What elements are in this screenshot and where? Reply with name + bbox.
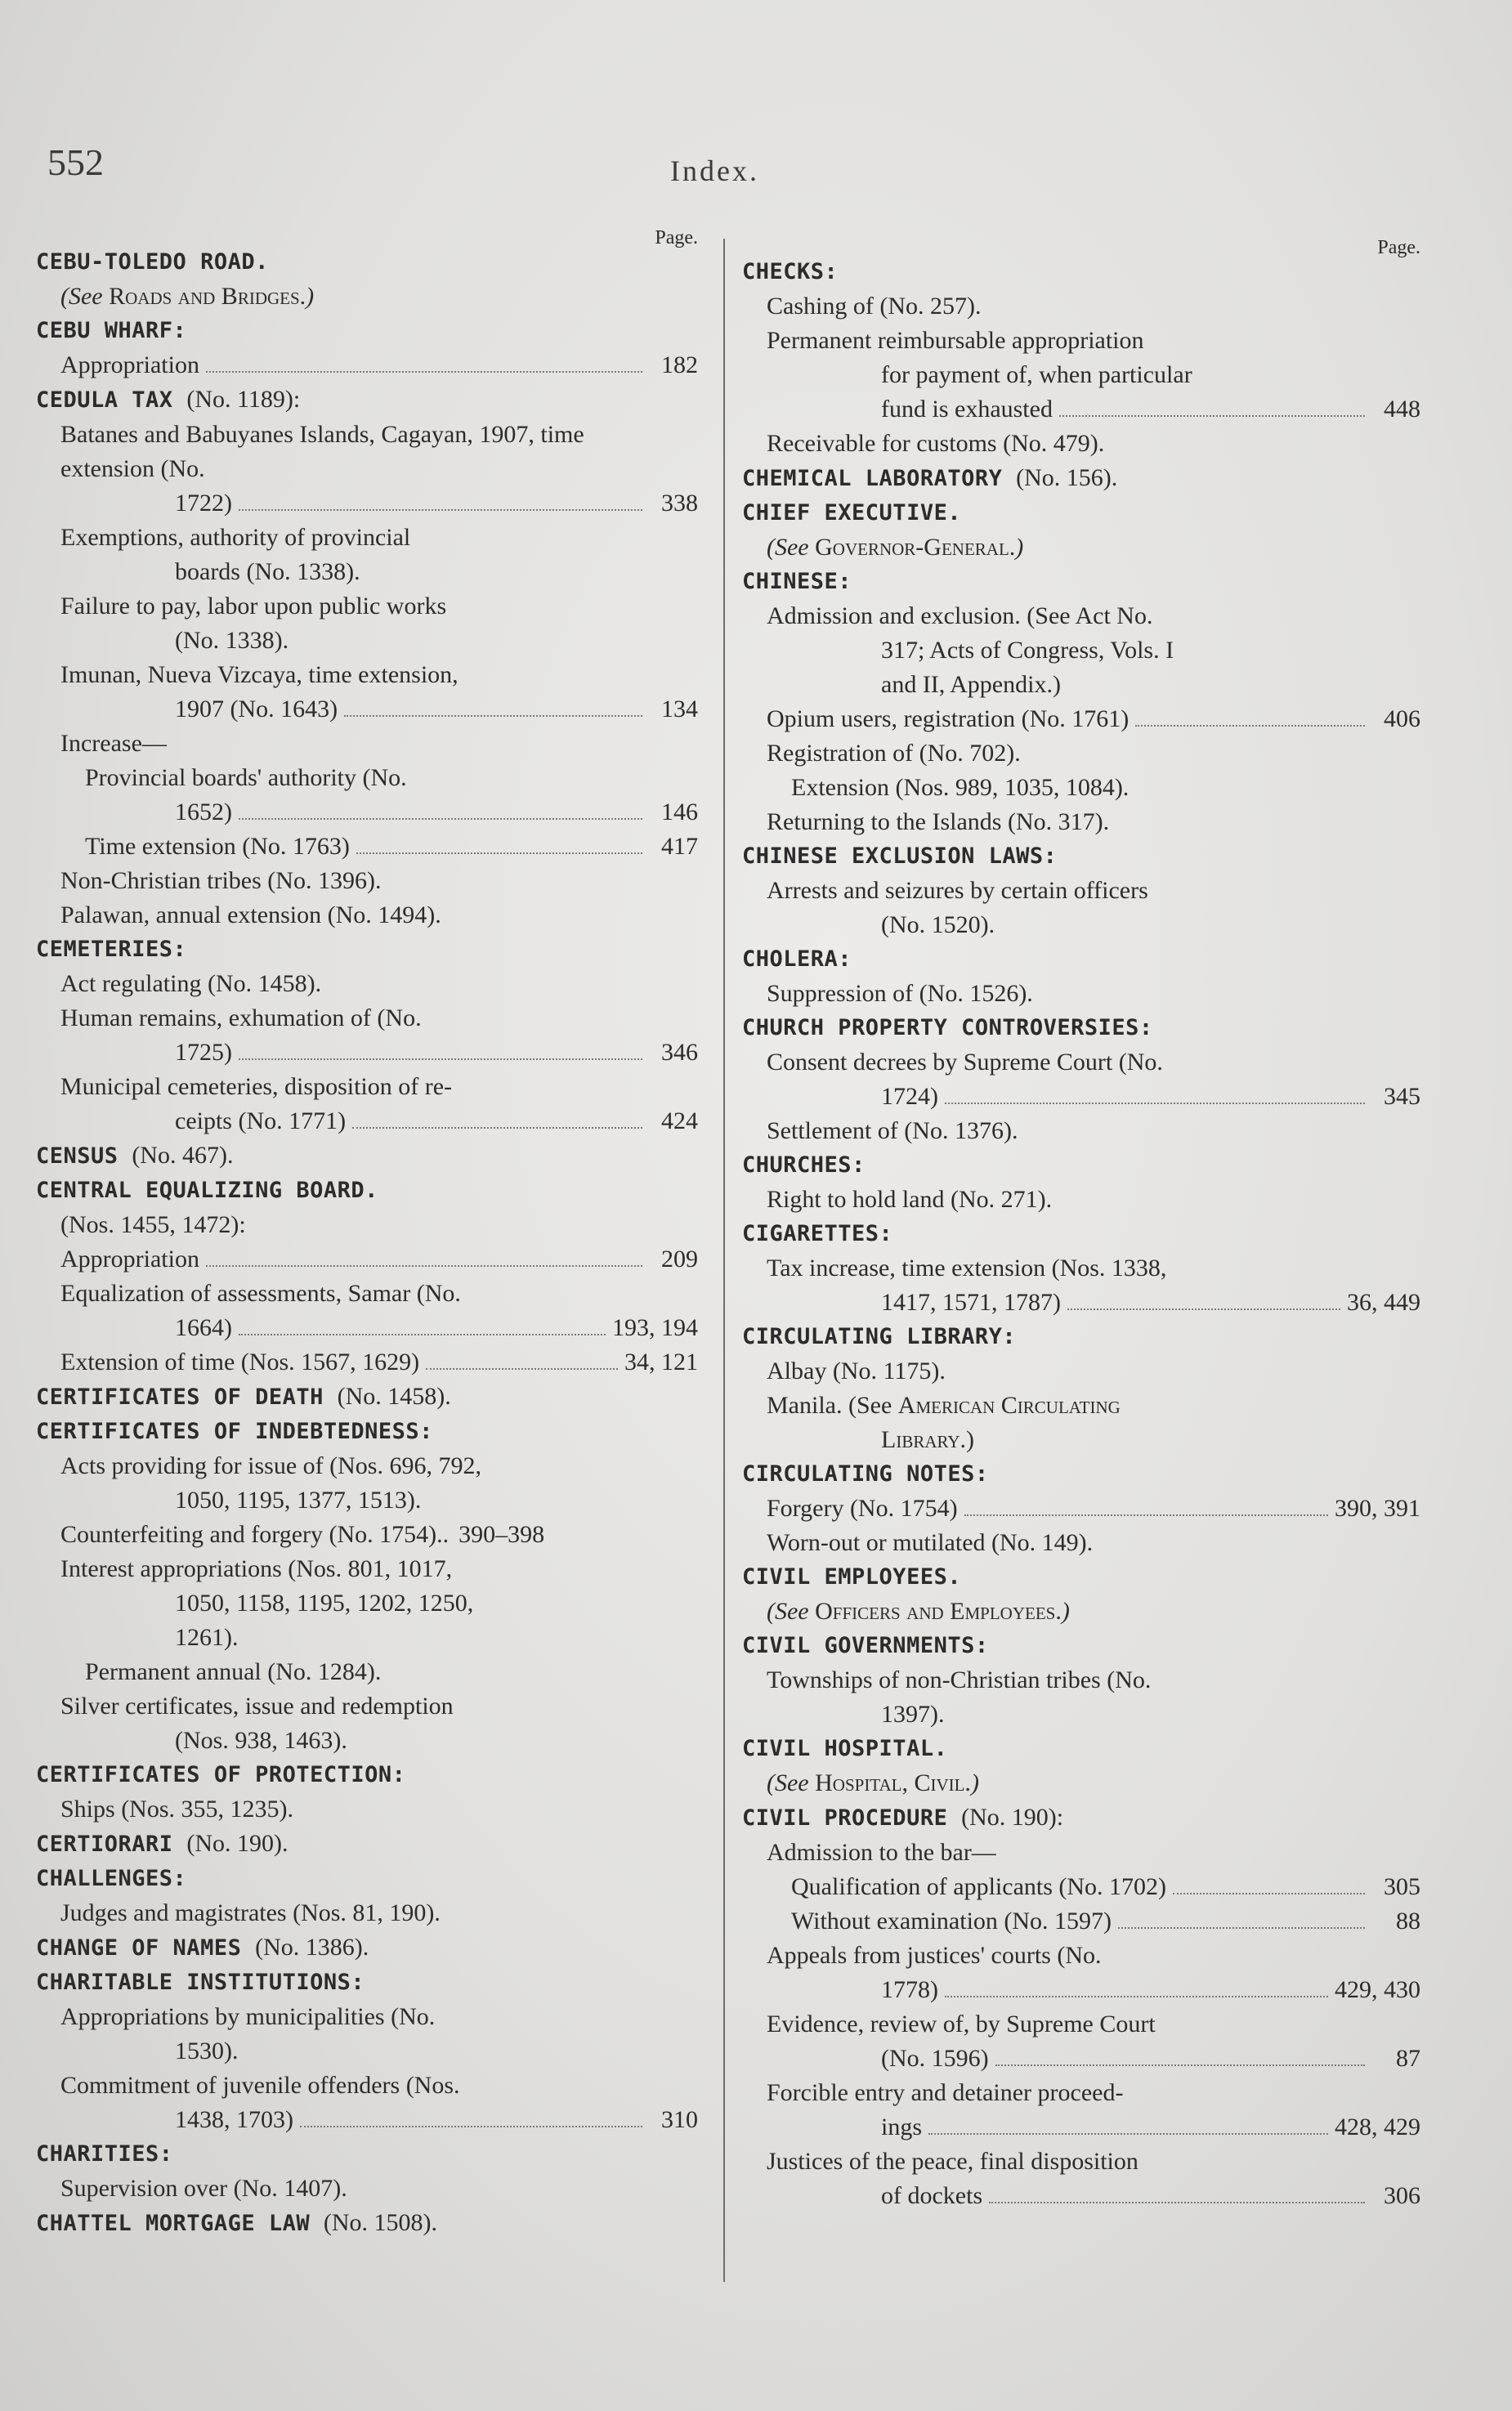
subentry: Settlement of (No. 1376).: [767, 1117, 1018, 1144]
see-reference: [742, 530, 1420, 565]
page-number: 552: [47, 141, 104, 183]
subentry-text: Appropriation: [60, 1246, 199, 1273]
index-entry-cebu-toledo-road: [36, 245, 698, 314]
index-entry-civil-hospital: [742, 1732, 1420, 1800]
index-entry-civil-employees: [742, 1560, 1420, 1629]
page-ref: 34, 121: [624, 1349, 698, 1375]
left-column: [36, 221, 698, 2241]
index-entry-charitable-institutions: [36, 1966, 698, 2137]
subentry-cont: [742, 2110, 1420, 2145]
subentry: Returning to the Islands (No. 317).: [767, 808, 1110, 835]
entry-heading: [36, 1827, 698, 1862]
subentry-cont: [36, 486, 698, 521]
see-close: ): [966, 1426, 975, 1453]
subentry-cont: [742, 392, 1420, 427]
subentry-text: of dockets: [881, 2182, 983, 2209]
subentry-text: 1417, 1571, 1787): [881, 1289, 1061, 1316]
subentry: Commitment of juvenile offenders (Nos.: [60, 2072, 460, 2099]
heading-ref: (No. 156).: [1016, 464, 1118, 491]
entry-heading: CEMETERIES:: [36, 937, 187, 962]
subentry: Tax increase, time extension (Nos. 1338,: [767, 1255, 1167, 1282]
page-ref: 345: [1384, 1083, 1420, 1110]
subentry-cont: 1530).: [175, 2037, 239, 2064]
leader-dots: [989, 2202, 1365, 2203]
subentry: [742, 1389, 1420, 1423]
index-entry-civil-governments: [742, 1629, 1420, 1732]
see-text: (See: [767, 534, 816, 561]
subentry-nested: Extension (Nos. 989, 1035, 1084).: [791, 774, 1130, 801]
subentry: Non-Christian tribes (No. 1396).: [60, 867, 382, 894]
index-entry-chattel-mortgage-law: [36, 2206, 698, 2241]
leader-dots: [206, 371, 642, 373]
heading-text: CERTIFICATES OF DEATH: [36, 1384, 324, 1410]
subentry-cont: [742, 1286, 1420, 1320]
page-ref: 182: [661, 351, 698, 378]
subentry-text: Qualification of applicants (No. 1702): [791, 1873, 1167, 1900]
subentry: Albay (No. 1175).: [767, 1358, 946, 1384]
see-close: ): [970, 1769, 979, 1796]
index-entry-circulating-notes: [742, 1457, 1420, 1560]
subentry-nested: [742, 1904, 1420, 1939]
leader-dots: [239, 1058, 642, 1060]
right-column: [742, 230, 1420, 2213]
index-entry-chinese: [742, 565, 1420, 839]
subentry-cont: [742, 2042, 1420, 2076]
heading-text: CEDULA TAX: [36, 387, 173, 413]
entry-heading: CHOLERA:: [742, 946, 852, 972]
index-entry-cebu-wharf: [36, 314, 698, 382]
page-ref: 338: [661, 490, 698, 517]
see-text: (See: [60, 283, 110, 310]
heading-text: CENSUS: [36, 1143, 119, 1169]
page-ref: 448: [1384, 396, 1420, 423]
heading-ref: (No. 467).: [132, 1142, 234, 1169]
leader-dots: [1135, 725, 1365, 727]
heading-ref: (No. 1458).: [337, 1383, 451, 1410]
subentry-text: (No. 1596): [881, 2045, 989, 2072]
subentry-text: Counterfeiting and forgery (No. 1754)..: [60, 1521, 450, 1548]
subentry: Interest appropriations (Nos. 801, 1017,: [60, 1555, 453, 1582]
subentry-cont: 1050, 1195, 1377, 1513).: [175, 1487, 422, 1514]
page-ref: 390–398: [459, 1521, 545, 1548]
subentry-cont: [36, 1036, 698, 1070]
leader-dots: [206, 1265, 642, 1267]
subentry: Appropriations by municipalities (No.: [60, 2003, 436, 2030]
subentry-text: 1722): [175, 490, 232, 517]
subentry: Equalization of assessments, Samar (No.: [60, 1280, 461, 1307]
page-ref: 424: [661, 1107, 698, 1134]
subentry: [36, 348, 698, 382]
subentry: [36, 1242, 698, 1277]
subentry-text: 1652): [175, 798, 232, 825]
subentry-text: 1907 (No. 1643): [175, 696, 338, 722]
leader-dots: [300, 2126, 642, 2127]
entry-heading: CIVIL EMPLOYEES.: [742, 1564, 962, 1590]
entry-heading: CHARITIES:: [36, 2141, 173, 2167]
subentry-cont: 317; Acts of Congress, Vols. I: [881, 637, 1174, 664]
see-text: (See: [767, 1598, 816, 1625]
subentry: Cashing of (No. 257).: [767, 293, 982, 320]
heading-text: CERTIORARI: [36, 1832, 173, 1857]
index-entry-certificates-of-death: [36, 1380, 698, 1415]
index-entry-change-of-names: [36, 1930, 698, 1966]
heading-ref: (No. 1508).: [323, 2209, 438, 2236]
subentry-cont: [742, 1080, 1420, 1114]
leader-dots: [945, 1996, 1328, 1997]
index-entry-certiorari: [36, 1827, 698, 1862]
subentry: Increase—: [60, 730, 167, 757]
subentry: Municipal cemeteries, disposition of re-: [60, 1073, 453, 1100]
subentry-cont: [36, 2103, 698, 2137]
index-entry-central-equalizing-board: [36, 1174, 698, 1380]
subentry-cont: (No. 1520).: [881, 911, 995, 938]
index-entry-checks: [742, 255, 1420, 461]
see-reference: [36, 280, 698, 314]
page-ref: 390, 391: [1335, 1495, 1420, 1522]
index-entry-cholera: [742, 942, 1420, 1011]
heading-text: CIVIL PROCEDURE: [742, 1805, 948, 1831]
index-entry-cedula-tax: [36, 382, 698, 933]
subentry: Suppression of (No. 1526).: [767, 980, 1033, 1007]
subentry-text: Extension of time (Nos. 1567, 1629): [60, 1349, 420, 1375]
index-entry-civil-procedure: [742, 1800, 1420, 2213]
see-close: ): [1061, 1598, 1070, 1625]
subentry: Imunan, Nueva Vizcaya, time extension,: [60, 661, 459, 688]
subentry: Receivable for customs (No. 479).: [767, 430, 1105, 457]
page-column-label: Page.: [655, 227, 698, 248]
subentry: Judges and magistrates (Nos. 81, 190).: [60, 1899, 441, 1926]
subentry-cont: [36, 1104, 698, 1138]
see-text: (See: [767, 1769, 816, 1796]
subentry-nested: Permanent annual (No. 1284).: [85, 1658, 382, 1685]
entry-heading: CIRCULATING NOTES:: [742, 1461, 989, 1487]
entry-heading: CENTRAL EQUALIZING BOARD.: [36, 1178, 378, 1203]
subentry-text: Time extension (No. 1763): [85, 833, 350, 860]
subentry: Exemptions, authority of provincial: [60, 524, 411, 551]
entry-heading: CHINESE EXCLUSION LAWS:: [742, 843, 1058, 869]
leader-dots: [1067, 1308, 1340, 1310]
entry-heading: [36, 2206, 698, 2241]
subentry: Appeals from justices' courts (No.: [767, 1942, 1102, 1969]
index-entry-circulating-library: [742, 1320, 1420, 1457]
subentry: Ships (Nos. 355, 1235).: [60, 1796, 294, 1823]
index-entry-certificates-of-indebtedness: [36, 1415, 698, 1758]
subentry: Consent decrees by Supreme Court (No.: [767, 1049, 1163, 1076]
entry-heading: [742, 1800, 1420, 1836]
see-close: ): [1015, 534, 1024, 561]
page-ref: 87: [1396, 2045, 1420, 2072]
entry-heading: CHIEF EXECUTIVE.: [742, 500, 962, 526]
heading-ref: (No. 1189):: [186, 386, 301, 413]
see-target: Library.: [881, 1426, 967, 1453]
see-target: Roads and Bridges.: [109, 283, 306, 310]
subentry: Registration of (No. 702).: [767, 740, 1021, 767]
subentry: Acts providing for issue of (Nos. 696, 792,: [60, 1452, 481, 1479]
subentry: Human remains, exhumation of (No.: [60, 1004, 422, 1031]
subentry: Failure to pay, labor upon public works: [60, 593, 447, 620]
subentry-cont: (No. 1338).: [175, 627, 289, 654]
subentry: Arrests and seizures by certain officers: [767, 877, 1148, 904]
subentry-cont: [36, 795, 698, 830]
subentry-cont: [742, 2179, 1420, 2213]
entry-heading: [36, 1930, 698, 1966]
index-entry-churches: [742, 1148, 1420, 1217]
subentry-text: Appropriation: [60, 351, 199, 378]
index-entry-cemeteries: [36, 933, 698, 1138]
leader-dots: [964, 1514, 1328, 1516]
subentry: Townships of non-Christian tribes (No.: [767, 1666, 1152, 1693]
column-divider: [723, 239, 725, 2282]
subentry-text: Opium users, registration (No. 1761): [767, 705, 1130, 732]
subentry-nested: [742, 1870, 1420, 1904]
subentry: Admission and exclusion. (See Act No.: [767, 602, 1153, 629]
subentry-cont: [36, 692, 698, 727]
page-ref: 36, 449: [1347, 1289, 1420, 1316]
subentry: Right to hold land (No. 271).: [767, 1186, 1053, 1213]
page-ref: 88: [1396, 1908, 1420, 1935]
page-ref: 310: [661, 2106, 698, 2133]
index-entry-charities: [36, 2137, 698, 2206]
entry-heading: [36, 382, 698, 418]
leader-dots: [344, 715, 642, 717]
leader-dots: [995, 2064, 1365, 2066]
leader-dots: [1059, 415, 1365, 417]
subentry-text: ceipts (No. 1771): [175, 1107, 347, 1134]
heading-ref: (No. 190).: [186, 1830, 289, 1857]
see-target: Governor-General.: [815, 534, 1016, 561]
index-entry-chief-executive: [742, 496, 1420, 565]
leader-dots: [426, 1368, 618, 1370]
see-close: ): [306, 283, 315, 310]
entry-heading: CEBU WHARF:: [36, 318, 187, 343]
entry-heading: CIVIL HOSPITAL.: [742, 1736, 948, 1761]
index-entry-census: [36, 1138, 698, 1174]
subentry-nested: Provincial boards' authority (No.: [85, 764, 407, 791]
index-entry-church-property-controversies: [742, 1011, 1420, 1148]
subentry-cont: 1050, 1158, 1195, 1202, 1250,: [175, 1590, 474, 1617]
leader-dots: [239, 818, 642, 820]
leader-dots: [1118, 1927, 1365, 1929]
page-ref: 305: [1384, 1873, 1420, 1900]
subentry: Act regulating (No. 1458).: [60, 970, 322, 997]
entry-heading: CIVIL GOVERNMENTS:: [742, 1633, 989, 1658]
page-title: Index.: [670, 154, 759, 187]
page-ref: 134: [661, 696, 698, 722]
index-entry-cigarettes: [742, 1217, 1420, 1320]
subentry-cont: [742, 1973, 1420, 2007]
page-ref: 346: [661, 1039, 698, 1066]
entry-heading: CHINESE:: [742, 569, 852, 594]
subentry-text: 1725): [175, 1039, 232, 1066]
leader-dots: [239, 509, 642, 511]
entry-heading: [36, 1380, 698, 1415]
leader-dots: [352, 1127, 642, 1129]
subentry-cont: [742, 1423, 1420, 1457]
entry-heading: CHURCHES:: [742, 1152, 866, 1178]
heading-ref: (No. 190):: [961, 1804, 1064, 1831]
leader-dots: [1173, 1893, 1365, 1894]
heading-text: CHEMICAL LABORATORY: [742, 466, 1003, 491]
subentry-nested: [36, 830, 698, 864]
page-ref: 193, 194: [612, 1314, 698, 1341]
subentry: Batanes and Babuyanes Islands, Cagayan, 1907, time extension (No.: [60, 421, 584, 482]
entry-heading: [36, 1138, 698, 1174]
index-entry-certificates-of-protection: [36, 1758, 698, 1827]
subentry: Forcible entry and detainer proceed-: [767, 2079, 1124, 2106]
subentry: Silver certificates, issue and redemption: [60, 1693, 454, 1720]
entry-heading: CIGARETTES:: [742, 1221, 893, 1246]
index-entry-chemical-laboratory: [742, 461, 1420, 496]
subentry-cont: [36, 1311, 698, 1345]
subentry: [36, 1345, 698, 1380]
subentry: Worn-out or mutilated (No. 149).: [767, 1529, 1094, 1556]
page-ref: 406: [1384, 705, 1420, 732]
subentry-cont: 1397).: [881, 1701, 945, 1728]
entry-heading: CERTIFICATES OF PROTECTION:: [36, 1762, 406, 1787]
subentry-text: Without examination (No. 1597): [791, 1908, 1112, 1935]
see-target: Hospital, Civil.: [815, 1769, 971, 1796]
index-entry-chinese-exclusion-laws: [742, 839, 1420, 942]
entry-heading: CHECKS:: [742, 259, 839, 284]
heading-text: CHANGE OF NAMES: [36, 1935, 242, 1961]
subentry: (Nos. 1455, 1472):: [60, 1211, 246, 1238]
entry-heading: CHURCH PROPERTY CONTROVERSIES:: [742, 1015, 1153, 1040]
subentry: [742, 1492, 1420, 1526]
page-ref: 429, 430: [1335, 1976, 1420, 2003]
see-target: American Circulating: [897, 1392, 1121, 1419]
heading-ref: (No. 1386).: [255, 1934, 369, 1961]
page-ref: 417: [661, 833, 698, 860]
leader-dots: [239, 1334, 606, 1335]
leader-dots: [928, 2133, 1328, 2135]
entry-heading: CHALLENGES:: [36, 1866, 187, 1891]
subentry-text: 1778): [881, 1976, 938, 2003]
see-target: Officers and Employees.: [815, 1598, 1062, 1625]
page-ref: 146: [661, 798, 698, 825]
subentry-text: 1438, 1703): [175, 2106, 293, 2133]
subentry-text: 1724): [881, 1083, 938, 1110]
subentry: [36, 1518, 698, 1552]
page-column-label: Page.: [1377, 237, 1420, 258]
index-entry-challenges: [36, 1862, 698, 1930]
subentry-cont: 1261).: [175, 1624, 239, 1651]
subentry-text: Forgery (No. 1754): [767, 1495, 958, 1522]
see-reference: [742, 1595, 1420, 1629]
page-ref: 209: [661, 1246, 698, 1273]
subentry: Admission to the bar—: [767, 1839, 996, 1866]
subentry: Justices of the peace, final disposition: [767, 2148, 1138, 2175]
entry-heading: CERTIFICATES OF INDEBTEDNESS:: [36, 1419, 433, 1444]
subentry: [742, 702, 1420, 736]
subentry: Evidence, review of, by Supreme Court: [767, 2011, 1156, 2037]
page-ref: 428, 429: [1335, 2114, 1420, 2140]
entry-heading: CHARITABLE INSTITUTIONS:: [36, 1970, 365, 1995]
page-ref: 306: [1384, 2182, 1420, 2209]
subentry-cont: and II, Appendix.): [881, 671, 1061, 698]
entry-heading: CEBU-TOLEDO ROAD.: [36, 249, 269, 275]
subentry-text: 1664): [175, 1314, 232, 1341]
subentry: Supervision over (No. 1407).: [60, 2175, 347, 2202]
leader-dots: [945, 1103, 1365, 1104]
heading-text: CHATTEL MORTGAGE LAW: [36, 2211, 311, 2236]
subentry-text: ings: [881, 2114, 923, 2140]
entry-heading: CIRCULATING LIBRARY:: [742, 1324, 1017, 1349]
subentry: Permanent reimbursable appropriation: [767, 327, 1144, 354]
subentry-text: Manila. (See: [767, 1392, 898, 1419]
subentry-cont: for payment of, when particular: [881, 361, 1192, 388]
subentry-cont: boards (No. 1338).: [175, 558, 360, 585]
subentry-cont: (Nos. 938, 1463).: [175, 1727, 347, 1754]
see-reference: [742, 1766, 1420, 1800]
subentry-text: fund is exhausted: [881, 396, 1053, 423]
leader-dots: [356, 852, 642, 854]
entry-heading: [742, 461, 1420, 496]
subentry: Palawan, annual extension (No. 1494).: [60, 901, 441, 928]
